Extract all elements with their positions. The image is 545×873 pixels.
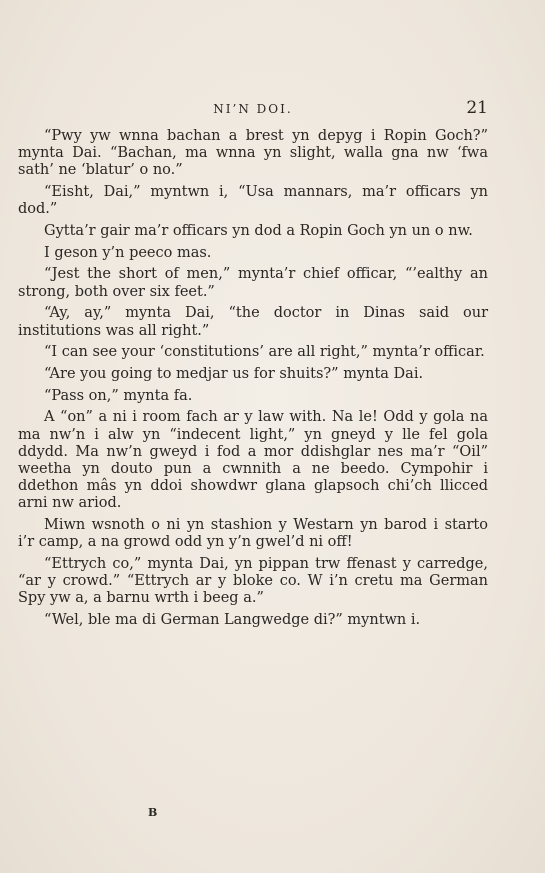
paragraph: “Jest the short of men,” mynta’r chief officar, “’ealthy an strong, both over six feet.” [18, 266, 488, 300]
paragraph: I geson y’n peeco mas. [44, 244, 212, 261]
body-text [18, 128, 488, 634]
paragraph: Gytta’r gair ma’r officars yn dod a Ropin Goch yn un o nw. [44, 223, 473, 240]
paragraph: “Eisht, Dai,” myntwn i, “Usa mannars, ma’r officars yn dod.” [18, 184, 488, 218]
paragraph: Miwn wsnoth o ni yn stashion y Westarn yn barod i starto i’r camp, a na growd odd yn y’n gwel’d ni off! [18, 517, 488, 551]
page-number: 21 [466, 98, 488, 118]
paragraph: “Ettrych co,” mynta Dai, yn pippan trw ffenast y carredge, “ar y crowd.” “Ettrych ar y bloke co. W i’n cretu ma German Spy yw a, a barnu wrth i beeg a.” [18, 555, 488, 607]
paragraph: “Wel, ble ma di German Langwedge di?” myntwn i. [44, 612, 421, 629]
paragraph: “Are you going to medjar us for shuits?” mynta Dai. [44, 365, 424, 382]
page-header [18, 98, 488, 120]
paragraph: “I can see your ‘constitutions’ are all right,” mynta’r officar. [44, 344, 485, 361]
paragraph: A “on” a ni i room fach ar y law with. Na le! Odd y gola na ma nw’n i alw yn “indecent light,” yn gneyd y lle fel gola ddydd. Ma nw’n gweyd i fod a mor ddishglar nes ma’r “Oil” weetha yn douto pun a cwnnith a ne beedo. Cympohir i ddethon mâs yn ddoi showdwr glana glapsoch chi’ch llicced arni nw ariod. [18, 409, 488, 512]
paragraph: “Pwy yw wnna bachan a brest yn depyg i Ropin Goch?” mynta Dai. “Bachan, ma wnna yn slight, walla gna nw ‘fwa sath’ ne ‘blatur’ o no.” [18, 128, 488, 179]
paragraph: “Ay, ay,” mynta Dai, “the doctor in Dinas said our institutions was all right.” [18, 305, 488, 339]
signature-mark: B [148, 806, 159, 819]
paragraph: “Pass on,” mynta fa. [44, 387, 193, 404]
running-head: NI’N DOI. [213, 102, 293, 116]
